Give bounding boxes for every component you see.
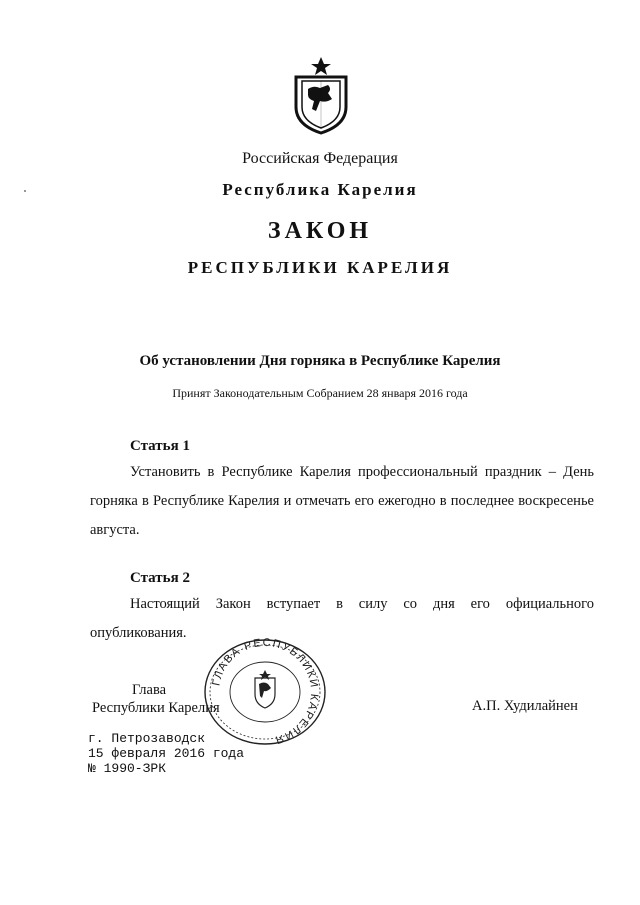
svg-text:ГЛАВА РЕСПУБЛИКИ КАРЕЛИЯ: ГЛАВА РЕСПУБЛИКИ КАРЕЛИЯ (210, 636, 321, 747)
adoption-note: Принят Законодательным Собранием 28 января 2016 года (172, 386, 468, 400)
signature-position-line2: Республики Карелия (92, 700, 220, 716)
signatory-name: А.П. Худилайнен (472, 698, 578, 714)
republic-title: Республика Карелия (222, 180, 418, 199)
law-number: № 1990-ЗРК (88, 761, 167, 776)
article-1-text (90, 458, 594, 545)
doc-type-heading: ЗАКОН (267, 218, 373, 244)
law-subject: Об установлении Дня горняка в Республике Карелия (139, 353, 501, 369)
country-title: Российская Федерация (242, 150, 398, 167)
official-stamp-icon (200, 636, 330, 748)
issuer-heading: РЕСПУБЛИКИ КАРЕЛИЯ (187, 258, 453, 277)
article-1-body: Установить в Республике Карелия профессиональный праздник – День горняка в Республике Карелия и отмечать его ежегодно в последнее воскресенье августа. (90, 464, 594, 538)
article-2-body: Настоящий Закон вступает в силу со дня его официального опубликования. (90, 596, 594, 641)
article-1-title: Статья 1 (130, 438, 190, 454)
signing-date: 15 февраля 2016 года (88, 746, 245, 761)
place-of-signing: г. Петрозаводск (88, 731, 206, 746)
signature-position-line1: Глава (132, 682, 167, 698)
coat-of-arms-icon (290, 55, 352, 135)
article-2-text (90, 590, 594, 648)
article-2-title: Статья 2 (130, 570, 190, 586)
